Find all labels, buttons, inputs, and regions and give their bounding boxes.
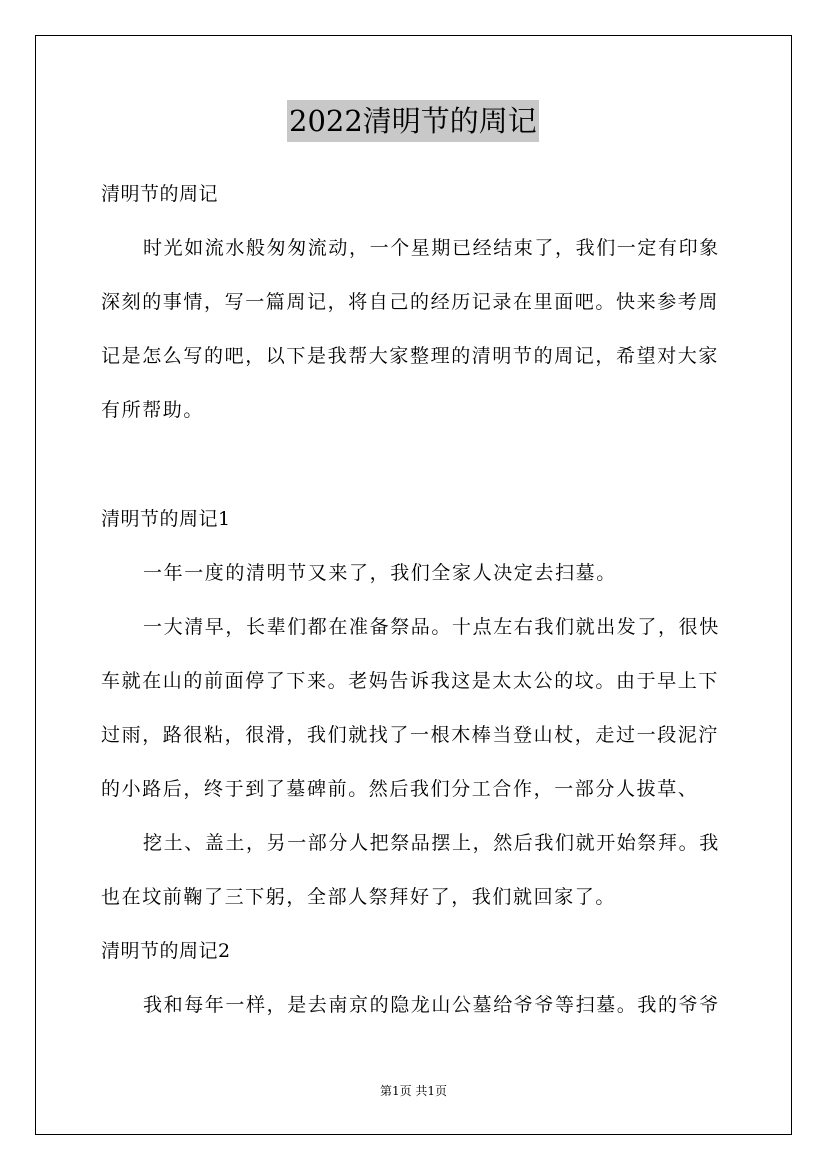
document-subtitle: 清明节的周记 — [101, 183, 219, 205]
document-title: 2022清明节的周记 — [287, 100, 539, 142]
section1-line-6: 挖土、盖土，另一部分人把祭品摆上，然后我们就开始祭拜。我 — [143, 832, 720, 854]
section1-line-2: 一大清早，长辈们都在准备祭品。十点左右我们就出发了，很快 — [143, 616, 720, 638]
page-indicator: 第1页 共1页 — [379, 1084, 448, 1098]
section2-line-1: 我和每年一样，是去南京的隐龙山公墓给爷爷等扫墓。我的爷爷 — [143, 994, 720, 1016]
section1-line-5: 的小路后，终于到了墓碑前。然后我们分工合作，一部分人拔草、 — [101, 778, 699, 800]
intro-line-4: 有所帮助。 — [101, 399, 205, 421]
section1-line-1: 一年一度的清明节又来了，我们全家人决定去扫墓。 — [143, 562, 617, 584]
intro-line-2: 深刻的事情，写一篇周记，将自己的经历记录在里面吧。快来参考周 — [101, 291, 720, 313]
section1-heading: 清明节的周记1 — [101, 508, 231, 530]
intro-line-3: 记是怎么写的吧，以下是我帮大家整理的清明节的周记，希望对大家 — [101, 345, 720, 367]
section2-heading: 清明节的周记2 — [101, 940, 231, 962]
section1-line-7: 也在坟前鞠了三下躬，全部人祭拜好了，我们就回家了。 — [101, 886, 617, 908]
section1-line-3: 车就在山的前面停了下来。老妈告诉我这是太太公的坟。由于早上下 — [101, 670, 720, 692]
intro-line-1: 时光如流水般匆匆流动，一个星期已经结束了，我们一定有印象 — [143, 237, 720, 259]
section1-line-4: 过雨，路很粘，很滑，我们就找了一根木棒当登山杖，走过一段泥泞 — [101, 724, 720, 746]
